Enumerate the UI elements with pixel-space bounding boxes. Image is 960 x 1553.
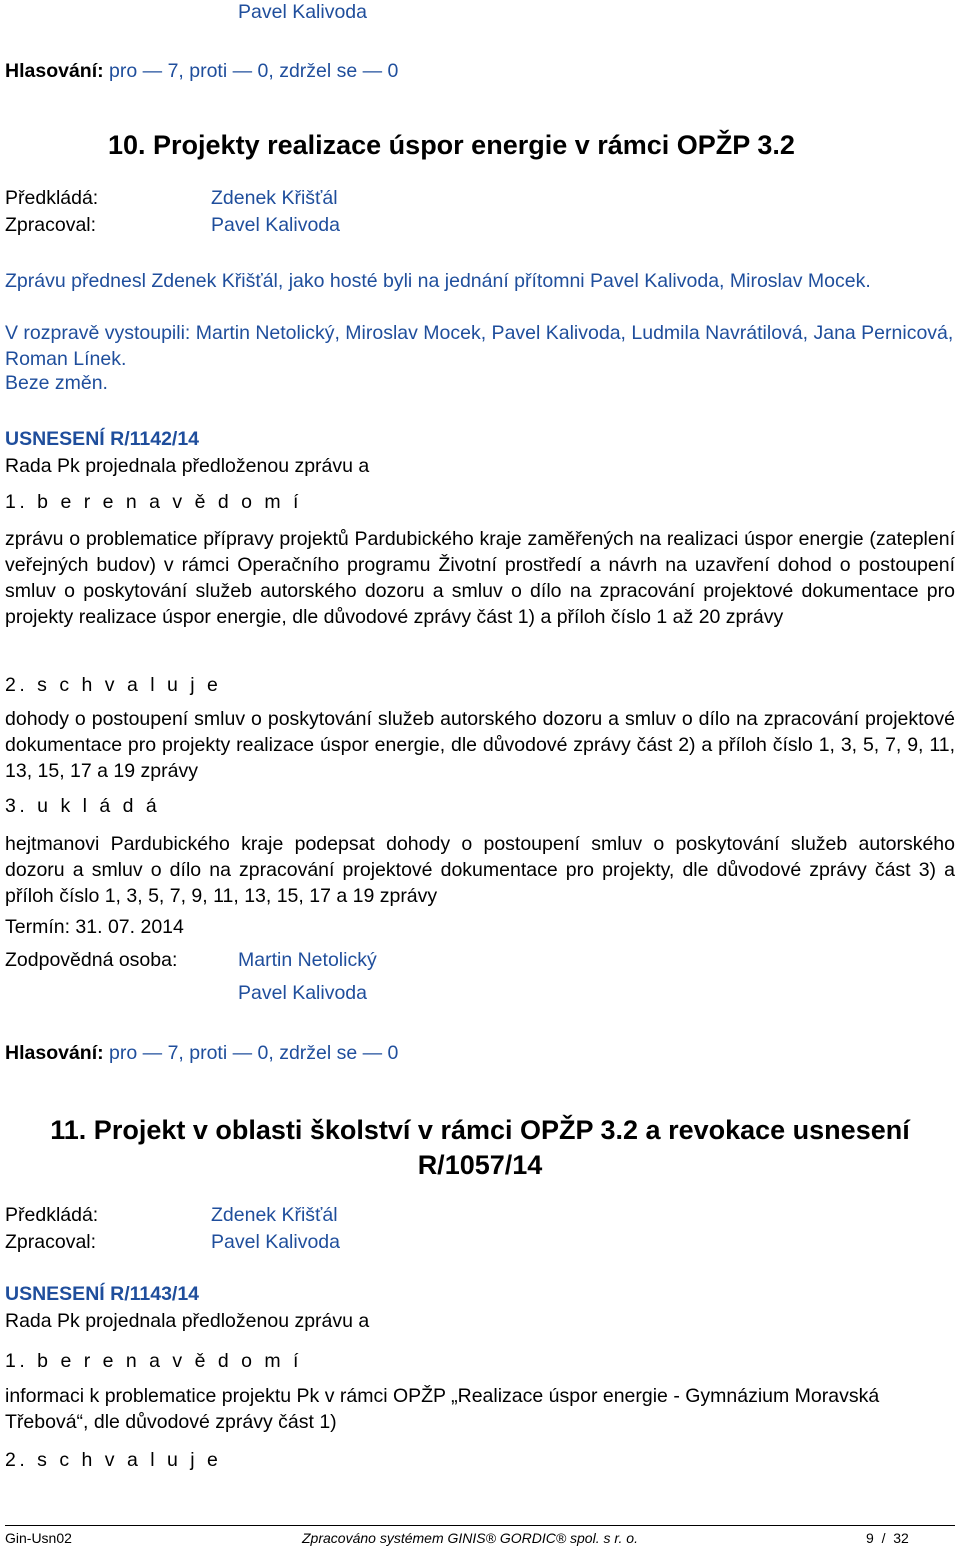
- section-11-title-line-2: R/1057/14: [417, 1150, 543, 1180]
- debate-paragraph: V rozpravě vystoupili: Martin Netolický, Miroslav Mocek, Pavel Kalivoda, Ludmila Navrátilová, Jana Pernicová, Roman Línek.: [5, 322, 954, 370]
- vote-text: pro — 7, proti — 0, zdržel se — 0: [109, 1042, 399, 1064]
- top-name: Pavel Kalivoda: [238, 1, 367, 23]
- section-10-vote: [5, 1042, 398, 1065]
- vote-text: pro — 7, proti — 0, zdržel se — 0: [109, 60, 399, 82]
- section-11-title-line-1: 11. Projekt v oblasti školství v rámci OPŽP 3.2 a revokace usnesení: [50, 1115, 910, 1145]
- zpracoval-value: Pavel Kalivoda: [211, 1231, 340, 1253]
- predklada-value: Zdenek Křišťál: [211, 187, 338, 209]
- item-1-text: zprávu o problematice přípravy projektů Pardubického kraje zaměřených na realizaci úspor energie (zateplení veřejných budov) v rámci Operačního programu Životní prostředí a návrh na uzavření dohod o postoupení smluv o poskytování služeb autorského dozoru a smluv o dílo na zpracování projektové dokumentace pro projekty realizace úspor energie, dle důvodové zprávy část 1) a příloh číslo 1 až 20 zprávy: [5, 528, 955, 628]
- page-total: 32: [893, 1530, 909, 1546]
- footer-divider: [5, 1525, 955, 1526]
- page-separator: /: [881, 1530, 886, 1546]
- resolution-intro: Rada Pk projednala předloženou zprávu a: [5, 1310, 370, 1332]
- responsible-person-2: Pavel Kalivoda: [238, 982, 367, 1004]
- item-2-heading: 2. s c h v a l u j e: [5, 1449, 222, 1471]
- page-number: [866, 1530, 909, 1546]
- no-change-text: Beze změn.: [5, 372, 108, 394]
- vote-label: Hlasování:: [5, 1042, 104, 1064]
- zpracoval-label: Zpracoval:: [5, 214, 97, 236]
- footer-center: Zpracováno systémem GINIS® GORDIC® spol. s r. o.: [302, 1530, 638, 1546]
- item-3-text: hejtmanovi Pardubického kraje podepsat dohody o postoupení smluv o poskytování služeb autorského dozoru a smluv o dílo na zpracování projektové dokumentace pro projekty, dle důvodové zprávy část 3) a příloh číslo 1, 3, 5, 7, 9, 11, 13, 15, 17 a 19 zprávy: [5, 833, 955, 907]
- item-2-heading: 2. s c h v a l u j e: [5, 674, 222, 696]
- footer-left: Gin-Usn02: [5, 1530, 72, 1546]
- resolution-title: USNESENÍ R/1142/14: [5, 428, 200, 450]
- item-1-heading: 1. b e r e n a v ě d o m í: [5, 1350, 302, 1372]
- zpracoval-value: Pavel Kalivoda: [211, 214, 340, 236]
- resolution-intro: Rada Pk projednala předloženou zprávu a: [5, 455, 370, 477]
- resolution-title: USNESENÍ R/1143/14: [5, 1283, 200, 1305]
- report-paragraph: Zprávu přednesl Zdenek Křišťál, jako hosté byli na jednání přítomni Pavel Kalivoda, Miroslav Mocek.: [5, 270, 871, 292]
- predklada-label: Předkládá:: [5, 187, 99, 209]
- responsible-label: Zodpovědná osoba:: [5, 949, 178, 971]
- predklada-value: Zdenek Křišťál: [211, 1204, 338, 1226]
- item-1-heading: 1. b e r e n a v ě d o m í: [5, 491, 302, 513]
- deadline: Termín: 31. 07. 2014: [5, 916, 184, 938]
- item-1-text: informaci k problematice projektu Pk v rámci OPŽP „Realizace úspor energie - Gymnázium Moravská Třebová“, dle důvodové zprávy část 1): [5, 1385, 880, 1433]
- page-current: 9: [866, 1530, 874, 1546]
- predklada-label: Předkládá:: [5, 1204, 99, 1226]
- top-vote: [5, 60, 398, 83]
- vote-label: Hlasování:: [5, 60, 104, 82]
- item-3-heading: 3. u k l á d á: [5, 795, 161, 817]
- responsible-person-1: Martin Netolický: [238, 949, 377, 971]
- item-2-text: dohody o postoupení smluv o poskytování služeb autorského dozoru a smluv o dílo na zpracování projektové dokumentace pro projekty realizace úspor energie, dle důvodové zprávy část 2) a příloh číslo 1, 3, 5, 7, 9, 11, 13, 15, 17 a 19 zprávy: [5, 708, 955, 782]
- zpracoval-label: Zpracoval:: [5, 1231, 97, 1253]
- section-10-title: 10. Projekty realizace úspor energie v rámci OPŽP 3.2: [108, 130, 795, 160]
